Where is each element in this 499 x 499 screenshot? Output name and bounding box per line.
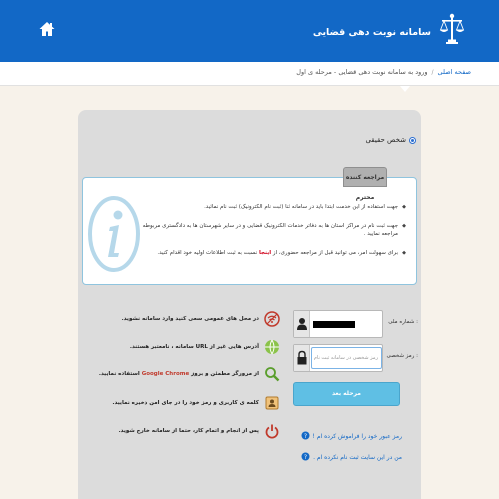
tip-text bbox=[99, 371, 259, 377]
breadcrumb-home-link[interactable]: صفحه اصلی bbox=[437, 68, 471, 76]
user-icon bbox=[294, 311, 310, 337]
forgot-password-link[interactable] bbox=[301, 431, 402, 442]
national-code-field[interactable] bbox=[293, 310, 383, 338]
svg-text:?: ? bbox=[303, 453, 308, 461]
tip-item bbox=[98, 365, 280, 383]
notice-tab: مراجعه کننده محترم bbox=[343, 167, 387, 187]
notice-item-text: نسبت به ثبت اطلاعات اولیه خود اقدام کنید. bbox=[157, 250, 258, 256]
tip-item bbox=[118, 422, 280, 440]
info-icon bbox=[88, 195, 140, 273]
id-card-icon bbox=[264, 395, 280, 411]
tip-text: پس از انجام و اتمام کار، حتما از سامانه خارج شوید. bbox=[118, 428, 259, 434]
tip-item bbox=[122, 310, 280, 328]
tip-item bbox=[122, 338, 280, 356]
notice-list bbox=[136, 203, 406, 268]
tip-item bbox=[112, 394, 280, 412]
not-registered-text[interactable]: من در این سایت ثبت نام نکرده ام . bbox=[313, 454, 402, 461]
help-icon bbox=[301, 431, 310, 442]
radio-button-selected[interactable] bbox=[409, 137, 416, 144]
not-registered-link[interactable] bbox=[301, 452, 402, 463]
notice-item-text: برای سهولت امر، می توانید قبل از مراجعه حضوری، از bbox=[272, 250, 398, 256]
wifi-warning-icon bbox=[264, 311, 280, 327]
brand-title: سامانه نوبت دهی قضایی bbox=[312, 26, 431, 38]
national-code-row bbox=[293, 310, 418, 338]
breadcrumb-current: ورود به سامانه نوبت دهی قضایی - مرحله ی اول bbox=[296, 68, 428, 76]
password-row bbox=[293, 344, 418, 372]
magnifier-icon bbox=[264, 366, 280, 382]
tip-text: در محل های عمومی سعی کنید وارد سامانه نشوید. bbox=[121, 316, 259, 322]
top-header bbox=[0, 0, 499, 62]
breadcrumb-separator: / bbox=[431, 68, 434, 76]
next-step-button[interactable]: مرحله بعد bbox=[293, 382, 400, 406]
power-icon bbox=[264, 423, 280, 439]
notice-item bbox=[136, 249, 406, 257]
lock-icon bbox=[294, 345, 310, 371]
svg-text:?: ? bbox=[303, 432, 307, 440]
password-field[interactable] bbox=[293, 344, 383, 372]
notice-item: ◆ جهت استفاده از این خدمت ابتدا باید در سامانه ثنا (ثبت نام الکترونیک) ثبت نام نمائید. bbox=[136, 203, 406, 211]
identity-type-radio-real-person[interactable] bbox=[365, 136, 416, 144]
notice-item: ◆ جهت ثبت نام در مراکز استان ها به دفاتر خدمات الکترونیک قضایی و در سایر شهرستان ها به دادگستری مربوطه مراجعه نمایید . bbox=[136, 222, 406, 238]
forgot-password-text[interactable]: رمز عبور خود را فراموش کرده ام ! bbox=[312, 433, 402, 440]
justice-scales-icon bbox=[439, 13, 465, 51]
brand[interactable] bbox=[313, 14, 465, 50]
register-here-link[interactable]: اینجا bbox=[258, 250, 272, 256]
tip-text: آدرس هایی غیر از URL سامانه ، نامعتبر هستند. bbox=[129, 344, 259, 350]
home-icon[interactable] bbox=[38, 20, 56, 38]
tip-text: کلمه ی کاربری و رمز خود را در جای امن ذخیره نمایید. bbox=[112, 400, 259, 406]
help-icon bbox=[301, 452, 310, 463]
redacted-value bbox=[313, 321, 355, 328]
identity-type-label: شخص حقیقی bbox=[365, 136, 406, 144]
tip-text-after: استفاده نمایید. bbox=[98, 371, 140, 377]
breadcrumb-pointer bbox=[400, 86, 410, 92]
login-panel bbox=[78, 110, 421, 499]
chrome-highlight: Google Chrome bbox=[141, 371, 190, 377]
national-code-label: شماره ملی : bbox=[388, 319, 418, 325]
web-address-icon bbox=[264, 339, 280, 355]
tip-text-before: از مرورگر مطمئن و بروز bbox=[191, 371, 259, 377]
password-input[interactable] bbox=[311, 347, 382, 369]
breadcrumb bbox=[0, 62, 499, 86]
password-label: رمز شخصی : bbox=[386, 353, 418, 359]
